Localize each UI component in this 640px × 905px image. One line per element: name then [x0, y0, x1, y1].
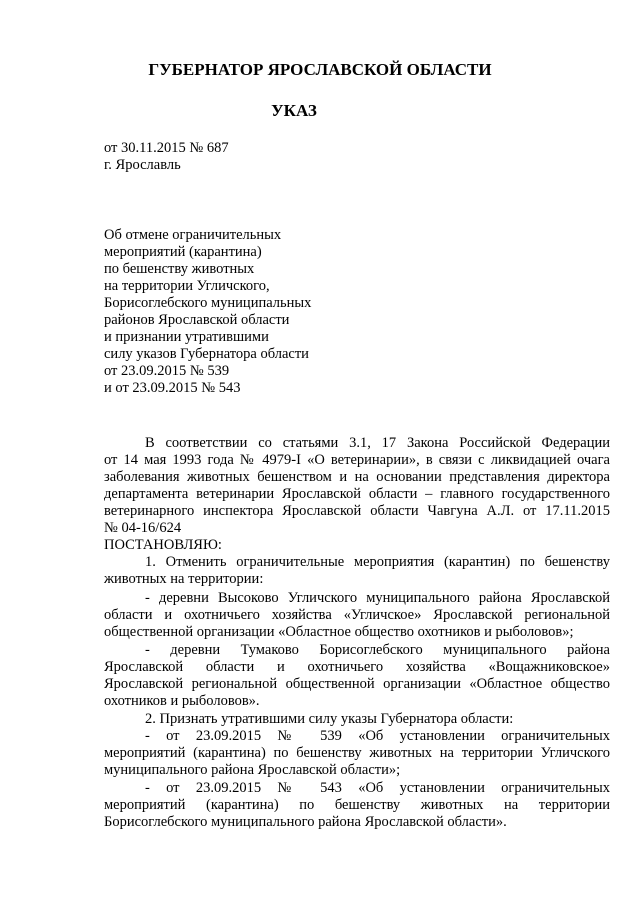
subject-line: по бешенству животных [104, 261, 255, 277]
item-1b-line: охотников и рыболовов». [104, 693, 260, 709]
subject-line: Борисоглебского муниципальных [104, 295, 312, 311]
preamble-line: заболевания животных бешенством и на основании представления директора [104, 469, 610, 485]
item-2a-line: муниципального района Ярославской области»; [104, 762, 401, 778]
item-1a-line: общественной организации «Областное общество охотников и рыболовов»; [104, 624, 574, 640]
subject-line: и от 23.09.2015 № 543 [104, 380, 241, 396]
item-1a-line: области и охотничьего хозяйства «Угличское» Ярославской региональной [104, 607, 610, 623]
subject-line: силу указов Губернатора области [104, 346, 309, 362]
item-1b-line: - деревни Тумаково Борисоглебского муниципального района [145, 642, 610, 658]
item-2b-line: - от 23.09.2015 № 543 «Об установлении ограничительных [145, 780, 610, 796]
item-2-line: 2. Признать утратившими силу указы Губернатора области: [145, 711, 514, 727]
subject-line: на территории Угличского, [104, 278, 270, 294]
issuer-title: ГУБЕРНАТОР ЯРОСЛАВСКОЙ ОБЛАСТИ [148, 60, 492, 79]
subject-line: от 23.09.2015 № 539 [104, 363, 230, 379]
subject-line: районов Ярославской области [104, 312, 290, 328]
city: г. Ярославль [104, 157, 181, 173]
document-type: УКАЗ [271, 101, 317, 120]
item-1a-line: - деревни Высоково Угличского муниципального района Ярославской [145, 590, 610, 606]
preamble-line: № 04-16/624 [104, 520, 182, 536]
decree-word: ПОСТАНОВЛЯЮ: [104, 537, 222, 553]
item-1-line: животных на территории: [104, 571, 264, 587]
item-2b-line: Борисоглебского муниципального района Ярославской области». [104, 814, 507, 830]
item-1b-line: Ярославской области и охотничьего хозяйства «Вощажниковское» [104, 659, 610, 675]
preamble-line: В соответствии со статьями 3.1, 17 Закона Российской Федерации [145, 435, 610, 451]
item-2a-line: мероприятий (карантина) по бешенству животных на территории Угличского [104, 745, 610, 761]
preamble-line: от 14 мая 1993 года № 4979-I «О ветеринарии», в связи с ликвидацией очага [104, 452, 610, 468]
preamble-line: ветеринарного инспектора Ярославской области Чавгуна А.Л. от 17.11.2015 [104, 503, 610, 519]
item-1b-line: Ярославской региональной общественной организации «Областное общество [104, 676, 610, 692]
preamble-line: департамента ветеринарии Ярославской области – главного государственного [104, 486, 610, 502]
subject-line: Об отмене ограничительных [104, 227, 282, 243]
item-2a-line: - от 23.09.2015 № 539 «Об установлении ограничительных [145, 728, 610, 744]
subject-line: мероприятий (карантина) [104, 244, 262, 260]
subject-line: и признании утратившими [104, 329, 269, 345]
item-2b-line: мероприятий (карантина) по бешенству животных на территории [104, 797, 610, 813]
date-number: от 30.11.2015 № 687 [104, 140, 229, 156]
item-1-line: 1. Отменить ограничительные мероприятия (карантин) по бешенству [145, 554, 610, 570]
